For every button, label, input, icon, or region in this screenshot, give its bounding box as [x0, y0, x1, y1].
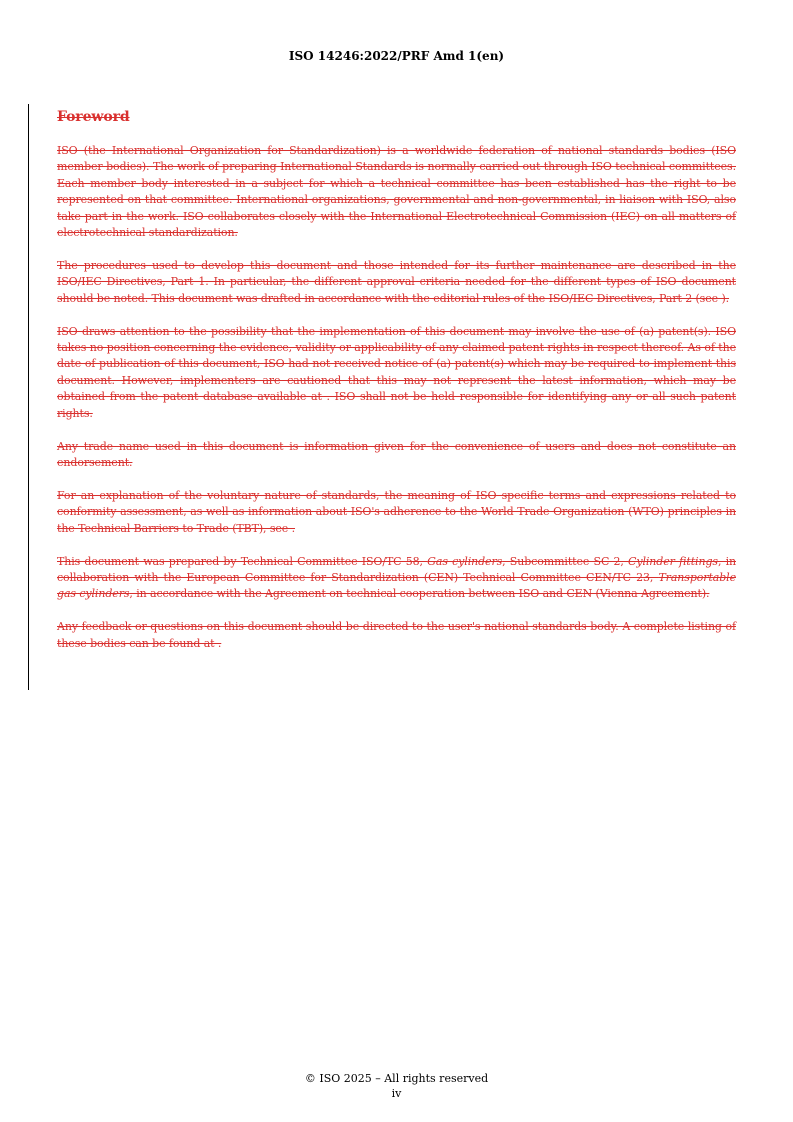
p6-text-4: , in accordance with the Agreement on technical cooperation between ISO and CEN (Vienna Agreement).: [129, 587, 710, 601]
change-bar: [28, 104, 29, 690]
foreword-paragraph-5: For an explanation of the voluntary nature of standards, the meaning of ISO specific terms and expressions related to conformity assessment, as well as information about ISO's adherence to the World Trade Organization (WTO) principles in the Technical Barriers to Trade (TBT), see .: [57, 488, 736, 535]
foreword-paragraph-3: ISO draws attention to the possibility that the implementation of this document may involve the use of (a) patent(s). ISO takes no position concerning the evidence, validity or applicability of any claimed patent rights in respect thereof. As of the date of publication of this document, ISO had not received notice of (a) patent(s) which may be required to implement this document. However, implementers are cautioned that this may not represent the latest information, which may be obtained from the patent database available at . ISO shall not be held responsible for identifying any or all such patent rights.: [57, 324, 736, 420]
p6-text-2: , Subcommittee SC 2,: [502, 554, 629, 568]
document-header: ISO 14246:2022/PRF Amd 1(en): [288, 49, 505, 63]
foreword-paragraph-1: ISO (the International Organization for Standardization) is a worldwide federation of national standards bodies (ISO member bodies). The work of preparing International Standards is normally carried out through ISO technical committees. Each member body interested in a subject for which a technical committee has been established has the right to be represented on that committee. International organizations, governmental and non-governmental, in liaison with ISO, also take part in the work. ISO collaborates closely with the International Electrotechnical Commission (IEC) on all matters of electrotechnical standardization.: [57, 144, 736, 240]
foreword-heading: Foreword: [57, 109, 130, 125]
p6-text-3: , in collaboration with the European Committee for Standardization (CEN) Technical Committee CEN/TC 23,: [57, 554, 736, 585]
foreword-paragraph-7: Any feedback or questions on this document should be directed to the user's national standards body. A complete listing of these bodies can be found at .: [57, 620, 736, 650]
foreword-paragraph-2: The procedures used to develop this document and those intended for its further maintenance are described in the ISO/IEC Directives, Part 1. In particular, the different approval criteria needed for the different types of ISO document should be noted. This document was drafted in accordance with the editorial rules of the ISO/IEC Directives, Part 2 (see ).: [57, 258, 736, 305]
p6-committee-title: Gas cylinders: [427, 554, 503, 568]
page-footer: [0, 1071, 793, 1101]
p6-subcommittee-title: Cylinder fittings: [628, 554, 718, 568]
page-number: iv: [391, 1087, 402, 1100]
foreword-paragraph-4: Any trade name used in this document is information given for the convenience of users and does not constitute an endorsement.: [57, 439, 736, 469]
foreword-paragraph-6: [57, 554, 736, 603]
p6-cen-committee-title: Transportable gas cylinders: [57, 571, 736, 601]
p6-text-1: This document was prepared by Technical Committee ISO/TC 58,: [57, 554, 428, 568]
foreword-section: [57, 108, 736, 669]
copyright-notice: © ISO 2025 – All rights reserved: [304, 1072, 489, 1085]
